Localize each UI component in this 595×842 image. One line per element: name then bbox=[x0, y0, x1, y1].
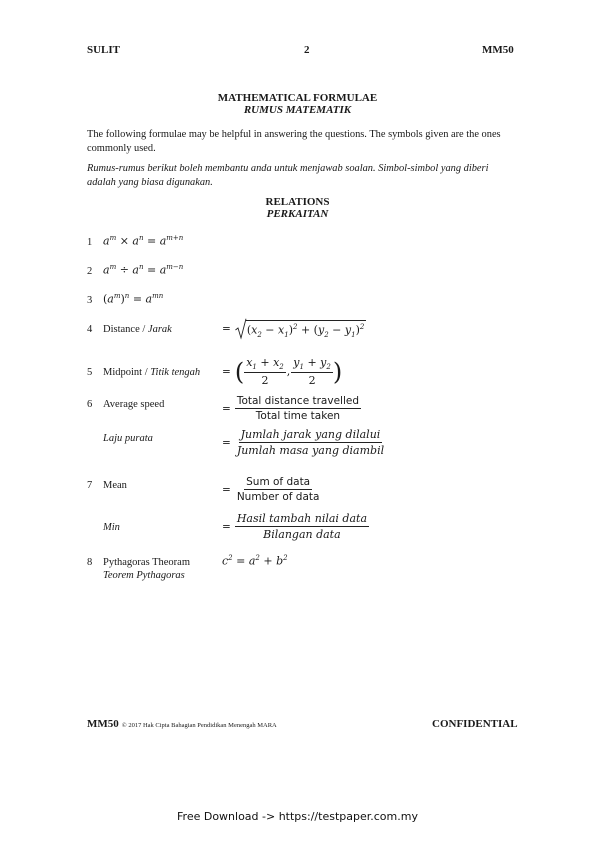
min-formula: = $\frac{\text{Hasil tambah nilai data}}{\text{Bilangan data}}$ bbox=[222, 512, 368, 541]
speed-numerator: Total distance travelled bbox=[236, 395, 360, 407]
distance-formula: = $(x_2 - x_1)^2 + (y_2 - y_1)^2$ bbox=[222, 318, 366, 340]
mean-formula: = $\frac{\text{Sum of data}}{\text{Number of data}}$ bbox=[222, 476, 320, 503]
laju-denominator: Jumlah masa yang diambil bbox=[236, 444, 385, 457]
formula-number-1: 1 bbox=[87, 237, 93, 248]
mean-numerator: Sum of data bbox=[246, 476, 311, 488]
formula-number-8: 8 bbox=[87, 557, 93, 568]
free-download-link[interactable]: Free Download -> https://testpaper.com.my bbox=[177, 810, 418, 823]
midpoint-formula: = ( $\frac{x_1 + x_2}{2}$ , $\frac{y_1 + y_2}{2}$ ) bbox=[222, 356, 343, 388]
laju-purata-formula: = $\frac{\text{Jumlah jarak yang dilalui}}{\text{Jumlah masa yang diambil}}$ bbox=[222, 428, 385, 457]
footer-confidential: CONFIDENTIAL bbox=[432, 718, 518, 730]
section-relations: RELATIONS bbox=[265, 196, 330, 208]
intro-en-line1: The following formulae may be helpful in answering the questions. The symbols given are the ones bbox=[87, 129, 501, 140]
footer-copyright: © 2017 Hak Cipta Bahagian Pendidikan Menengah MARA bbox=[121, 722, 277, 729]
mean-denominator: Number of data bbox=[236, 491, 320, 503]
min-label: Min bbox=[103, 522, 120, 533]
footer-left bbox=[87, 718, 277, 730]
formula-1-law-of-multiplication: $a^m \times a^n = a^{m+n}$ bbox=[103, 234, 184, 248]
midpoint-label: Midpoint / Titik tengah bbox=[103, 367, 201, 378]
mean-label: Mean bbox=[103, 480, 127, 491]
header-sulit: SULIT bbox=[87, 44, 121, 56]
title-mathematical-formulae: MATHEMATICAL FORMULAE bbox=[217, 92, 378, 104]
laju-numerator: Jumlah jarak yang dilalui bbox=[240, 428, 381, 441]
intro-ms-line2: adalah yang biasa digunakan. bbox=[87, 177, 213, 188]
formula-number-2: 2 bbox=[87, 266, 93, 277]
pythagoras-formula: $c^2 = a^2 + b^2$ bbox=[222, 554, 288, 568]
intro-ms-line1: Rumus-rumus berikut boleh membantu anda untuk menjawab soalan. Simbol-simbol yang diberi bbox=[87, 163, 489, 174]
intro-en-line2: commonly used. bbox=[87, 143, 156, 154]
section-perkaitan: PERKAITAN bbox=[266, 208, 329, 220]
formula-number-4: 4 bbox=[87, 324, 93, 335]
speed-denominator: Total time taken bbox=[255, 410, 341, 422]
min-numerator: Hasil tambah nilai data bbox=[236, 512, 368, 525]
title-rumus-matematik: RUMUS MATEMATIK bbox=[243, 104, 352, 116]
formula-number-7: 7 bbox=[87, 480, 93, 491]
formula-number-6: 6 bbox=[87, 399, 93, 410]
average-speed-label: Average speed bbox=[103, 399, 165, 410]
formula-number-3: 3 bbox=[87, 295, 93, 306]
average-speed-formula: = $\frac{\text{Total distance travelled}}{\text{Total time taken}}$ bbox=[222, 395, 360, 422]
header-code: MM50 bbox=[482, 44, 514, 56]
distance-label: Distance / Jarak bbox=[103, 324, 172, 335]
formula-number-5: 5 bbox=[87, 367, 93, 378]
laju-purata-label: Laju purata bbox=[103, 433, 153, 444]
teorem-pythagoras-label: Teorem Pythagoras bbox=[103, 570, 185, 581]
page-number: 2 bbox=[304, 44, 310, 56]
pythagoras-label: Pythagoras Theoram bbox=[103, 557, 190, 568]
formula-3-power-law: $(a^m)^n = a^{mn}$ bbox=[103, 292, 164, 306]
min-denominator: Bilangan data bbox=[263, 528, 341, 541]
footer-code: MM50 bbox=[87, 718, 119, 730]
formula-2-law-of-division: $a^m \div a^n = a^{m-n}$ bbox=[103, 263, 184, 277]
